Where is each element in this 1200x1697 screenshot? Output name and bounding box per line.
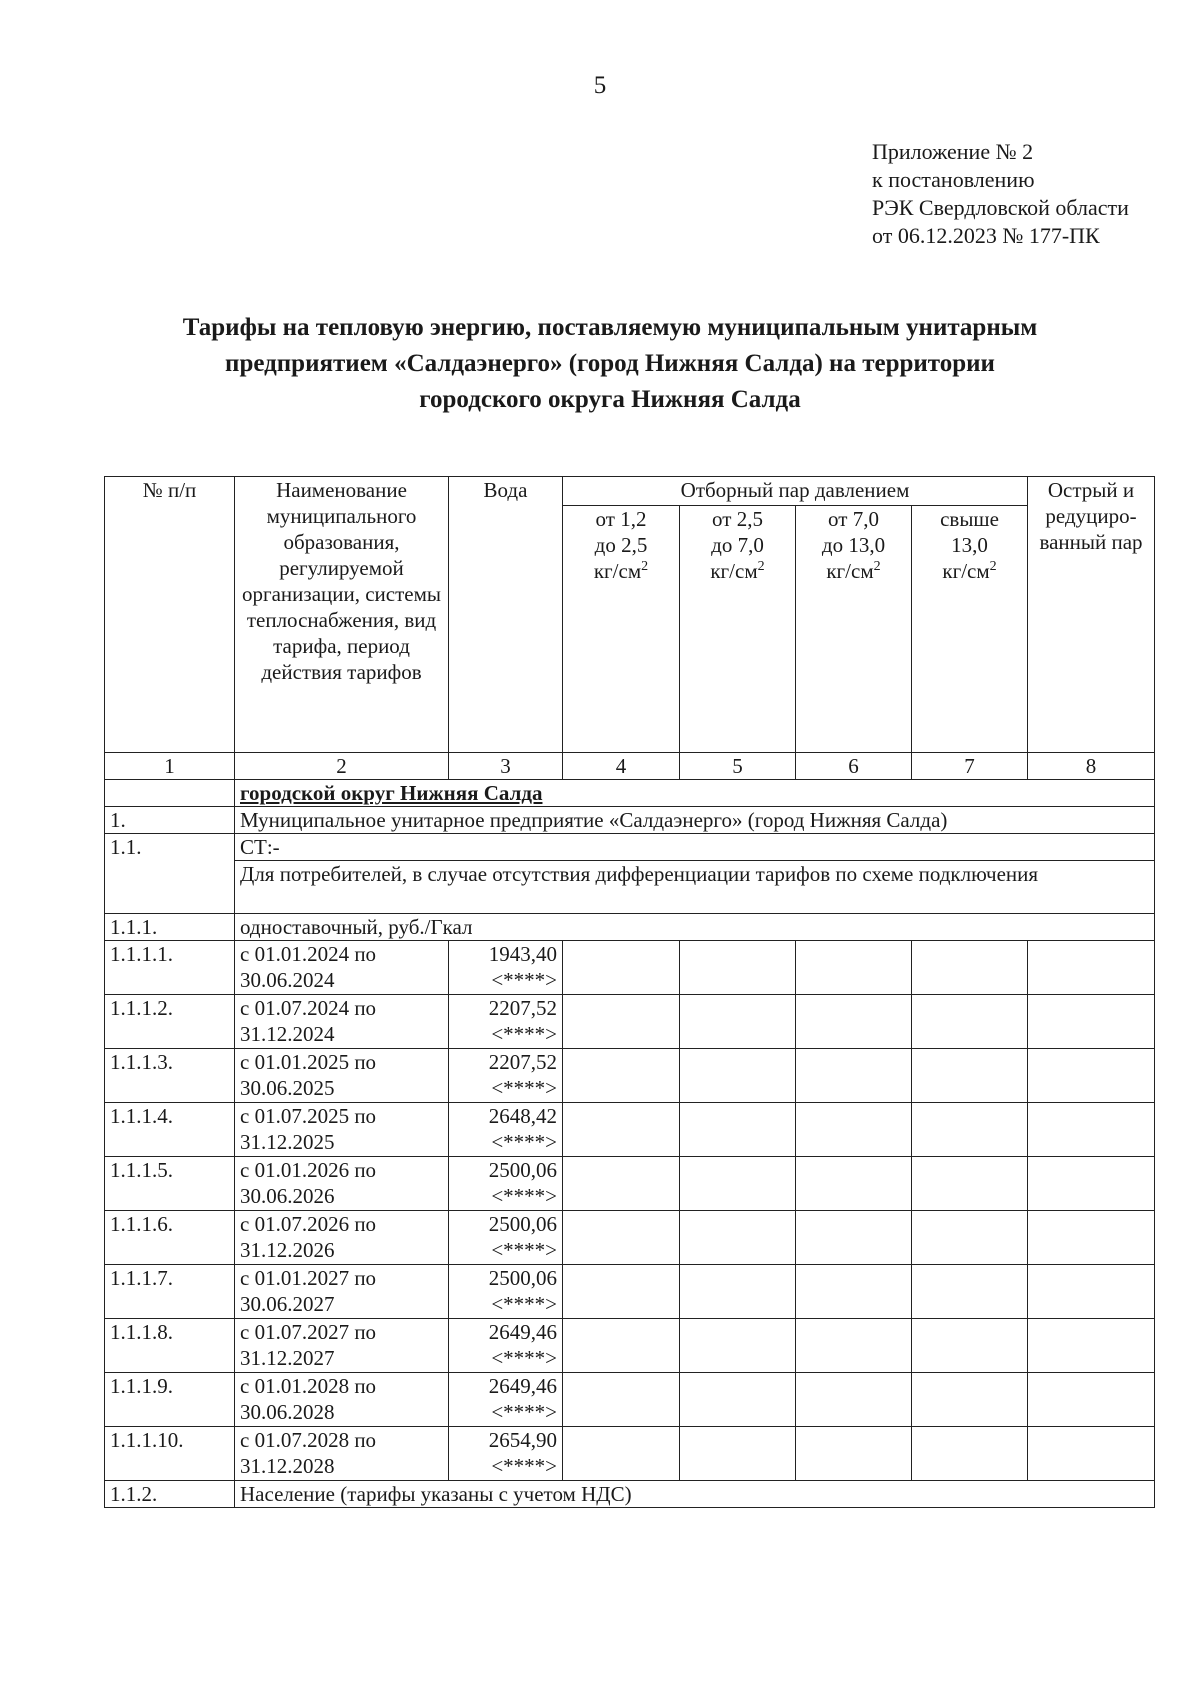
group-title-row: [105, 780, 1155, 807]
row-num: 1.1.1.2.: [105, 995, 235, 1049]
empty-cell: [796, 1103, 912, 1157]
period-cell: с 01.01.2025 по 30.06.2025: [235, 1049, 449, 1103]
row-num: 1.1.: [105, 834, 235, 914]
table-row: [105, 1157, 1155, 1211]
table-row: [105, 1373, 1155, 1427]
table-row: [105, 941, 1155, 995]
group-title: городской округ Нижняя Салда: [235, 780, 1155, 807]
header-num: № п/п: [105, 477, 235, 753]
tariff-type: одноставочный, руб./Гкал: [235, 914, 1155, 941]
empty-cell: [680, 941, 796, 995]
period-cell: с 01.07.2028 по 31.12.2028: [235, 1427, 449, 1481]
table-row: [105, 1427, 1155, 1481]
empty-cell: [796, 1319, 912, 1373]
empty-cell: [563, 1319, 680, 1373]
consumers-note-row: [105, 861, 1155, 914]
appendix-line: от 06.12.2023 № 177-ПК: [872, 223, 1100, 248]
appendix-reference: [872, 138, 1129, 250]
empty-cell: [796, 1373, 912, 1427]
column-number: 5: [680, 753, 796, 780]
table-row: [105, 1049, 1155, 1103]
water-tariff: 2207,52 <****>: [449, 1049, 563, 1103]
water-tariff: 2500,06 <****>: [449, 1157, 563, 1211]
appendix-line: РЭК Свердловской области: [872, 195, 1129, 220]
period-cell: с 01.07.2025 по 31.12.2025: [235, 1103, 449, 1157]
water-tariff: 2207,52 <****>: [449, 995, 563, 1049]
empty-cell: [1028, 1049, 1155, 1103]
empty-cell: [912, 1373, 1028, 1427]
title-line: Тарифы на тепловую энергию, поставляемую муниципальным унитарным: [182, 314, 1038, 341]
empty-cell: [796, 941, 912, 995]
empty-cell: [680, 1103, 796, 1157]
table-row: [105, 1103, 1155, 1157]
empty-cell: [1028, 941, 1155, 995]
header-water: Вода: [449, 477, 563, 753]
document-title: [120, 310, 1100, 418]
empty-cell: [912, 941, 1028, 995]
empty-cell: [105, 780, 235, 807]
empty-cell: [563, 1103, 680, 1157]
header-steam-4: свыше 13,0 $кг/см^2$: [912, 506, 1028, 753]
row-num: 1.1.1.8.: [105, 1319, 235, 1373]
empty-cell: [912, 1265, 1028, 1319]
table-row: [105, 1211, 1155, 1265]
column-number: 1: [105, 753, 235, 780]
row-num: 1.1.1.5.: [105, 1157, 235, 1211]
table-row: [105, 1319, 1155, 1373]
column-number: 4: [563, 753, 680, 780]
row-num: 1.1.2.: [105, 1481, 235, 1508]
period-cell: с 01.07.2026 по 31.12.2026: [235, 1211, 449, 1265]
row-num: 1.1.1.10.: [105, 1427, 235, 1481]
row-num: 1.: [105, 807, 235, 834]
empty-cell: [1028, 1265, 1155, 1319]
row-num: 1.1.1.9.: [105, 1373, 235, 1427]
period-cell: с 01.01.2024 по 30.06.2024: [235, 941, 449, 995]
header-steam-3: от 7,0 до 13,0 $кг/см^2$: [796, 506, 912, 753]
empty-cell: [912, 995, 1028, 1049]
consumers-note: Для потребителей, в случае отсутствия дифференциации тарифов по схеме подключения: [235, 861, 1155, 914]
water-tariff: 2500,06 <****>: [449, 1211, 563, 1265]
population-row: [105, 1481, 1155, 1508]
org-name: Муниципальное унитарное предприятие «Салдаэнерго» (город Нижняя Салда): [235, 807, 1155, 834]
empty-cell: [563, 1373, 680, 1427]
appendix-line: к постановлению: [872, 167, 1035, 192]
row-num: 1.1.1.3.: [105, 1049, 235, 1103]
population-label: Население (тарифы указаны с учетом НДС): [235, 1481, 1155, 1508]
empty-cell: [796, 1157, 912, 1211]
header-sharp-steam: Острый и редуциро-ванный пар: [1028, 477, 1155, 753]
empty-cell: [563, 1427, 680, 1481]
period-cell: с 01.07.2027 по 31.12.2027: [235, 1319, 449, 1373]
row-num: 1.1.1.4.: [105, 1103, 235, 1157]
empty-cell: [1028, 1103, 1155, 1157]
empty-cell: [680, 1049, 796, 1103]
system-name: СТ:-: [235, 834, 1155, 861]
empty-cell: [912, 1049, 1028, 1103]
empty-cell: [563, 1265, 680, 1319]
empty-cell: [796, 995, 912, 1049]
header-steam-2: от 2,5 до 7,0 $кг/см^2$: [680, 506, 796, 753]
empty-cell: [563, 995, 680, 1049]
appendix-line: Приложение № 2: [872, 139, 1034, 164]
column-number-row: [105, 753, 1155, 780]
row-num: 1.1.1.1.: [105, 941, 235, 995]
empty-cell: [912, 1103, 1028, 1157]
water-tariff: 2649,46 <****>: [449, 1319, 563, 1373]
empty-cell: [1028, 1373, 1155, 1427]
empty-cell: [796, 1049, 912, 1103]
title-line: городского округа Нижняя Салда: [419, 386, 801, 413]
page-number: 5: [593, 72, 607, 99]
row-num: 1.1.1.7.: [105, 1265, 235, 1319]
empty-cell: [912, 1211, 1028, 1265]
empty-cell: [912, 1319, 1028, 1373]
empty-cell: [912, 1427, 1028, 1481]
table-row: [105, 1265, 1155, 1319]
row-num: 1.1.1.6.: [105, 1211, 235, 1265]
empty-cell: [1028, 1427, 1155, 1481]
empty-cell: [680, 1265, 796, 1319]
tariff-table: [104, 476, 1155, 1508]
water-tariff: 2500,06 <****>: [449, 1265, 563, 1319]
column-number: 6: [796, 753, 912, 780]
empty-cell: [563, 1157, 680, 1211]
empty-cell: [1028, 995, 1155, 1049]
empty-cell: [680, 1157, 796, 1211]
table-row: [105, 995, 1155, 1049]
empty-cell: [563, 1211, 680, 1265]
empty-cell: [796, 1265, 912, 1319]
empty-cell: [796, 1427, 912, 1481]
water-tariff: 1943,40 <****>: [449, 941, 563, 995]
header-row: [105, 477, 1155, 506]
empty-cell: [563, 941, 680, 995]
column-number: 7: [912, 753, 1028, 780]
empty-cell: [680, 995, 796, 1049]
row-num: 1.1.1.: [105, 914, 235, 941]
period-cell: с 01.01.2028 по 30.06.2028: [235, 1373, 449, 1427]
water-tariff: 2648,42 <****>: [449, 1103, 563, 1157]
empty-cell: [1028, 1211, 1155, 1265]
empty-cell: [912, 1157, 1028, 1211]
title-line: предприятием «Салдаэнерго» (город Нижняя Салда) на территории: [225, 350, 995, 377]
empty-cell: [680, 1211, 796, 1265]
empty-cell: [563, 1049, 680, 1103]
period-cell: с 01.01.2026 по 30.06.2026: [235, 1157, 449, 1211]
period-cell: с 01.07.2024 по 31.12.2024: [235, 995, 449, 1049]
header-steam-1: от 1,2 до 2,5 $кг/см^2$: [563, 506, 680, 753]
empty-cell: [680, 1319, 796, 1373]
empty-cell: [1028, 1157, 1155, 1211]
column-number: 2: [235, 753, 449, 780]
empty-cell: [680, 1427, 796, 1481]
water-tariff: 2649,46 <****>: [449, 1373, 563, 1427]
system-row: [105, 834, 1155, 861]
tariff-type-row: [105, 914, 1155, 941]
empty-cell: [680, 1373, 796, 1427]
column-number: 8: [1028, 753, 1155, 780]
period-cell: с 01.01.2027 по 30.06.2027: [235, 1265, 449, 1319]
header-name: Наименование муниципального образования, регулируемой организации, системы теплоснабжения, вид тарифа, период действия тарифов: [235, 477, 449, 753]
water-tariff: 2654,90 <****>: [449, 1427, 563, 1481]
empty-cell: [796, 1211, 912, 1265]
empty-cell: [1028, 1319, 1155, 1373]
org-row: [105, 807, 1155, 834]
column-number: 3: [449, 753, 563, 780]
header-steam-group: Отборный пар давлением: [563, 477, 1028, 506]
